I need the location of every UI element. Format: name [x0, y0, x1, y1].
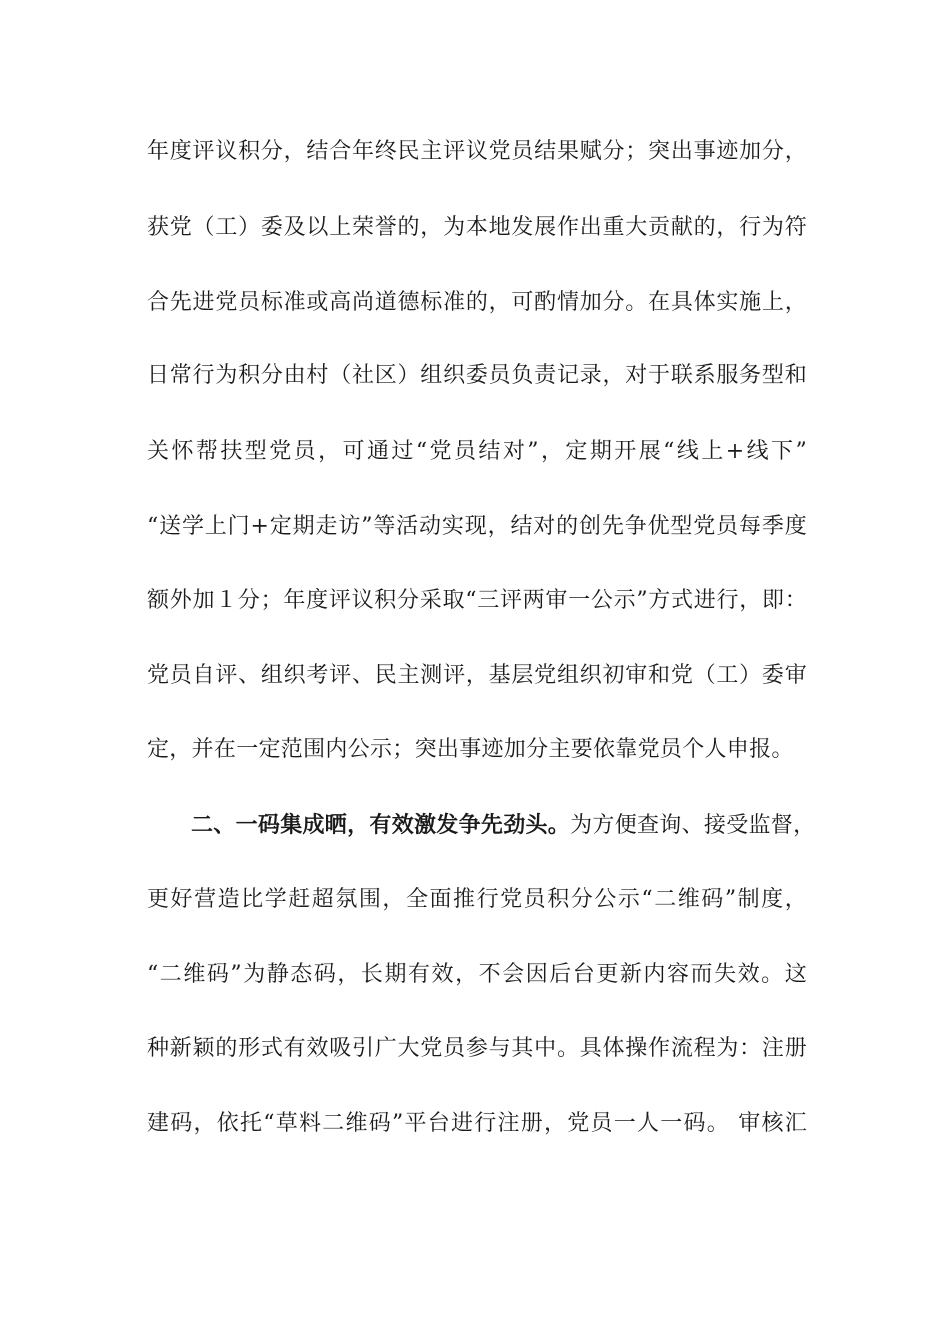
- paragraph-line: “二维码”为静态码，长期有效，不会因后台更新内容而失效。这: [147, 962, 807, 987]
- heading-line-text: 为方便查询、接受监督，: [570, 813, 816, 838]
- section-heading-line: [191, 808, 816, 842]
- paragraph-line: 日常行为积分由村（社区）组织委员负责记录，对于联系服务型和: [147, 363, 807, 388]
- paragraph-line: 定，并在一定范围内公示；突出事迹加分主要依靠党员个人申报。: [147, 737, 794, 762]
- paragraph-line: 种新颖的形式有效吸引广大党员参与其中。具体操作流程为：注册: [147, 1036, 807, 1061]
- paragraph-line: “送学上门+定期走访”等活动实现，结对的创先争优型党员每季度: [147, 514, 807, 539]
- paragraph-line: 年度评议积分，结合年终民主评议党员结果赋分；突出事迹加分，: [147, 139, 807, 164]
- paragraph-line: 建码，依托“草料二维码”平台进行注册，党员一人一码。 审核汇: [147, 1111, 807, 1136]
- paragraph-line: 合先进党员标准或高尚道德标准的，可酌情加分。在具体实施上，: [147, 290, 807, 315]
- paragraph-line: 额外加１分；年度评议积分采取“三评两审一公示”方式进行，即：: [147, 588, 807, 613]
- section-heading: 二、一码集成晒，有效激发争先劲头。: [191, 812, 571, 838]
- paragraph-line: 关怀帮扶型党员，可通过“党员结对”，定期开展“线上+线下”: [147, 439, 807, 464]
- paragraph-line: 党员自评、组织考评、民主测评，基层党组织初审和党（工）委审: [147, 663, 807, 688]
- paragraph-line: 获党（工）委及以上荣誉的，为本地发展作出重大贡献的，行为符: [147, 215, 807, 240]
- paragraph-line: 更好营造比学赶超氛围，全面推行党员积分公示“二维码”制度，: [147, 887, 807, 912]
